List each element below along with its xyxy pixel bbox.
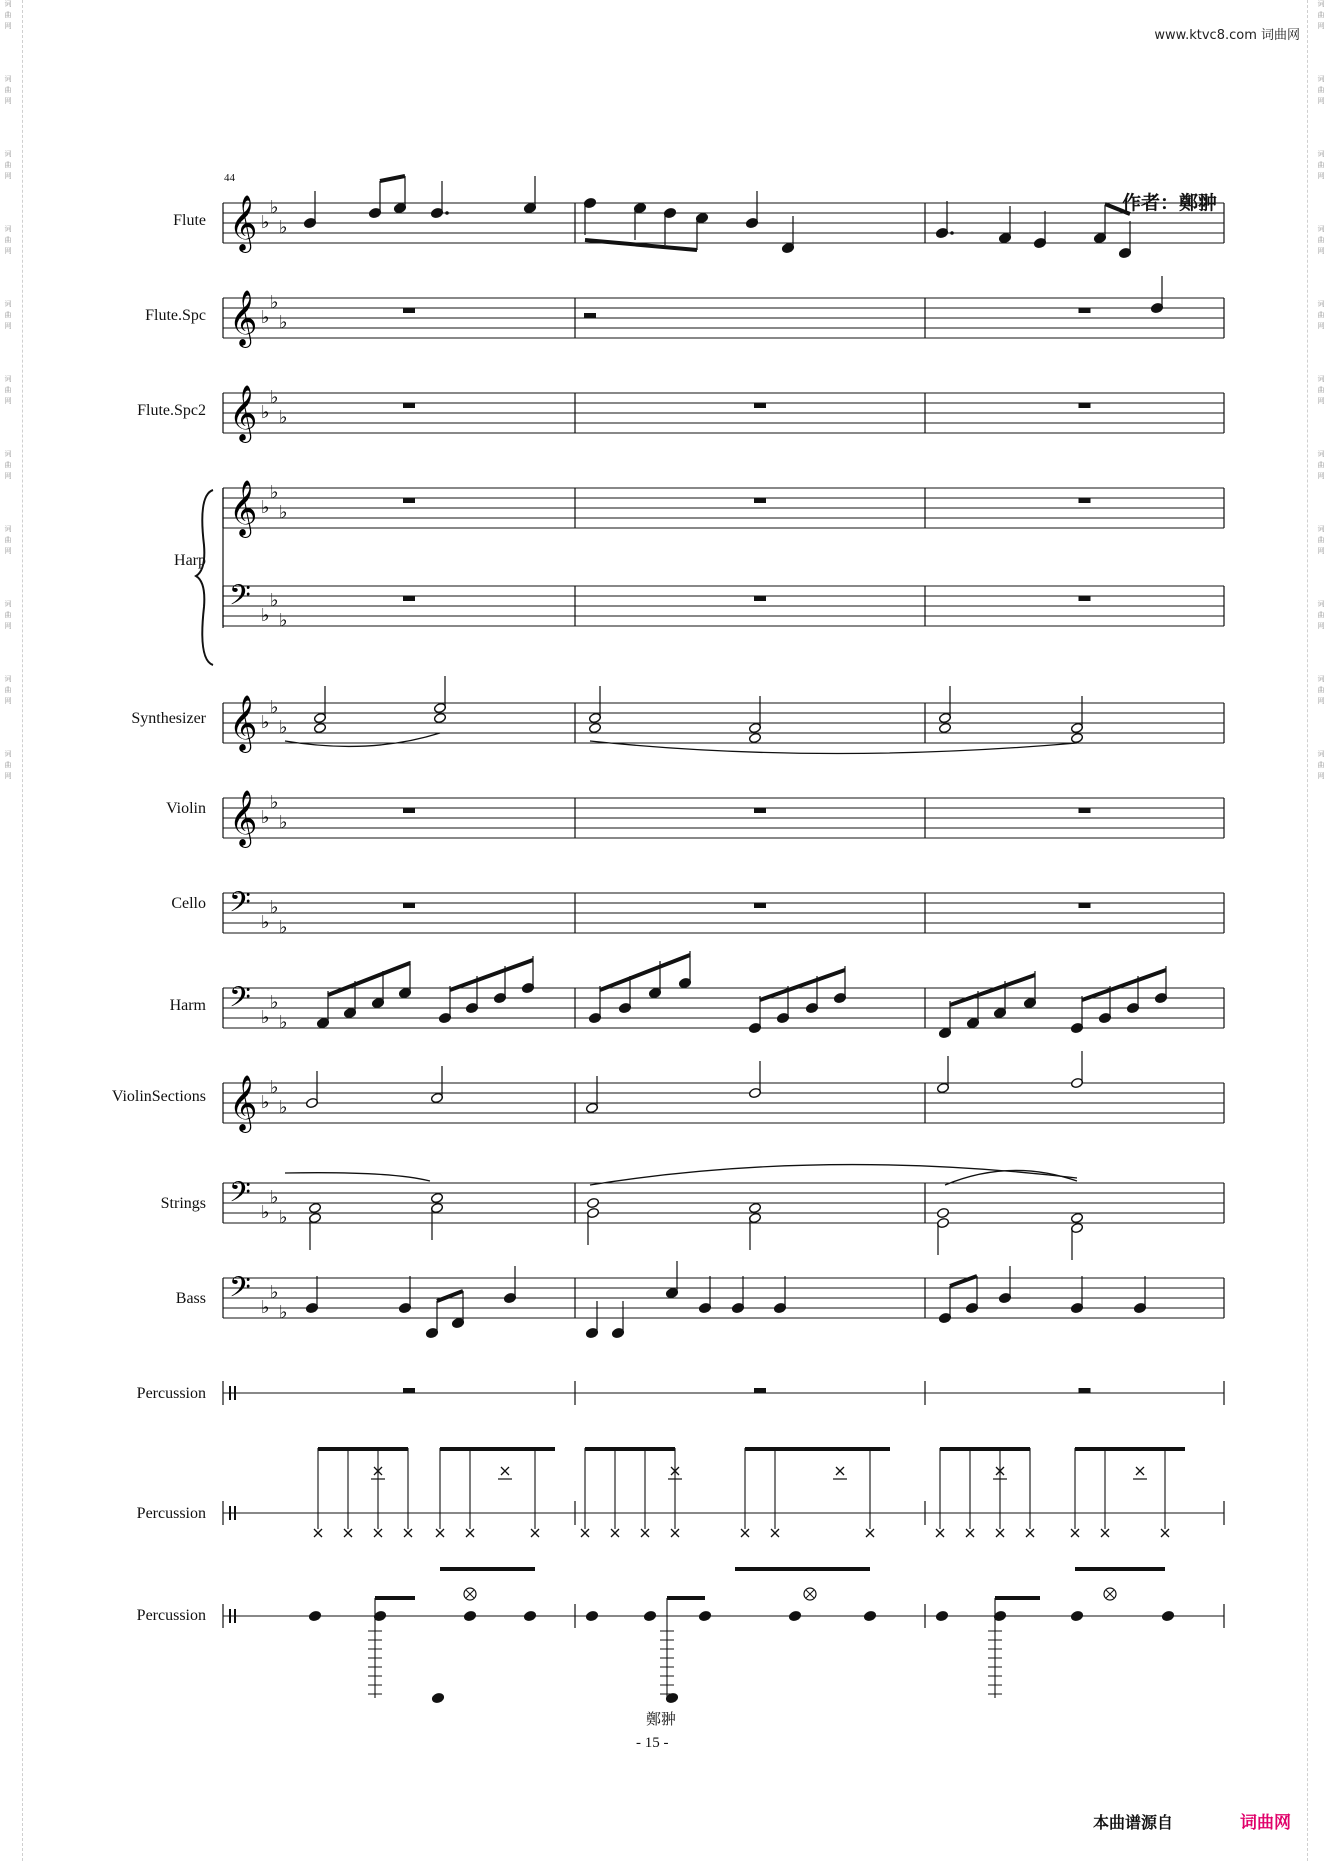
- flat-icon: ♭: [261, 497, 270, 518]
- bass-clef-icon: 𝄢: [229, 886, 251, 926]
- flat-icon: ♭: [270, 992, 279, 1013]
- flat-icon: ♭: [261, 912, 270, 933]
- note-head: [431, 1692, 444, 1703]
- whole-rest: [1079, 808, 1091, 813]
- composer-name: 鄭翀: [646, 1712, 677, 1728]
- instrument-label-percussion-3: Percussion: [136, 1607, 206, 1624]
- instrument-label-strings: Strings: [160, 1195, 206, 1212]
- instrument-label-cello: Cello: [171, 895, 206, 912]
- percussion-clef-icon: [234, 1506, 236, 1520]
- whole-rest: [754, 1388, 766, 1393]
- site-url-header: www.ktvc8.com 词曲网: [1154, 28, 1300, 43]
- note-head: [1070, 1212, 1083, 1223]
- percussion-clef-icon: [229, 1386, 231, 1400]
- note-head: [313, 722, 326, 733]
- note-head: [463, 1610, 476, 1621]
- flat-icon: ♭: [270, 792, 279, 813]
- treble-clef-icon: 𝄞: [229, 695, 258, 751]
- author-credit: 作者：鄭翀: [1122, 192, 1218, 214]
- note-beam: [950, 975, 1035, 1005]
- flat-icon: ♭: [279, 502, 288, 523]
- note-head: [585, 1610, 598, 1621]
- whole-rest: [403, 903, 415, 908]
- note-beam: [380, 176, 405, 181]
- whole-rest: [754, 403, 766, 408]
- whole-rest: [403, 808, 415, 813]
- whole-rest: [754, 808, 766, 813]
- percussion-clef-icon: [234, 1386, 236, 1400]
- treble-clef-icon: 𝄞: [229, 385, 258, 441]
- flat-icon: ♭: [261, 605, 270, 626]
- slur-curve: [590, 1165, 1077, 1185]
- right-watermark-column: 词 曲 网 词 曲 网 词 曲 网 词 曲 网 词 曲 网 词 曲 网 词 曲 网 词 曲 网 词 曲 网 词 曲 网 词 曲 网: [1317, 0, 1325, 780]
- whole-rest: [403, 308, 415, 313]
- instrument-label-flute-spc2: Flute.Spc2: [137, 402, 206, 419]
- flat-icon: ♭: [279, 610, 288, 631]
- flat-icon: ♭: [270, 1077, 279, 1098]
- instrument-label-harp: Harp: [174, 552, 206, 569]
- treble-clef-icon: 𝄞: [229, 790, 258, 846]
- note-head: [430, 1192, 443, 1203]
- flat-icon: ♭: [261, 1007, 270, 1028]
- note-head: [936, 1207, 949, 1218]
- note-beam: [1082, 970, 1166, 1000]
- whole-rest: [1079, 308, 1091, 313]
- note-head: [938, 722, 951, 733]
- bass-clef-icon: 𝄢: [229, 981, 251, 1021]
- flat-icon: ♭: [270, 697, 279, 718]
- flat-icon: ♭: [261, 1202, 270, 1223]
- page-number: - 15 -: [636, 1735, 669, 1751]
- instrument-label-flute: Flute: [173, 212, 206, 229]
- flat-icon: ♭: [279, 917, 288, 938]
- note-head: [748, 732, 761, 743]
- note-head: [588, 722, 601, 733]
- flat-icon: ♭: [279, 407, 288, 428]
- tie-curve: [285, 733, 440, 746]
- whole-rest: [1079, 498, 1091, 503]
- treble-clef-icon: 𝄞: [229, 290, 258, 346]
- note-head: [1161, 1610, 1174, 1621]
- flat-icon: ♭: [270, 292, 279, 313]
- instrument-label-percussion-1: Percussion: [136, 1385, 206, 1402]
- note-head: [523, 1610, 536, 1621]
- flat-icon: ♭: [279, 1207, 288, 1228]
- flat-icon: ♭: [270, 387, 279, 408]
- flat-icon: ♭: [279, 717, 288, 738]
- dot: [445, 211, 449, 215]
- whole-rest: [1079, 403, 1091, 408]
- note-head: [935, 1610, 948, 1621]
- note-head: [643, 1610, 656, 1621]
- note-head: [748, 1202, 761, 1213]
- instrument-label-violin: Violin: [166, 800, 206, 817]
- flat-icon: ♭: [270, 1282, 279, 1303]
- whole-rest: [754, 903, 766, 908]
- note-head: [1070, 1610, 1083, 1621]
- flat-icon: ♭: [261, 402, 270, 423]
- whole-rest: [403, 403, 415, 408]
- dot: [585, 314, 589, 318]
- dot: [950, 231, 954, 235]
- flat-icon: ♭: [261, 1297, 270, 1318]
- whole-rest: [754, 596, 766, 601]
- instrument-label-harm: Harm: [169, 997, 206, 1014]
- flat-icon: ♭: [270, 590, 279, 611]
- note-beam: [760, 970, 845, 1000]
- note-beam: [328, 963, 410, 995]
- flat-icon: ♭: [270, 897, 279, 918]
- whole-rest: [1079, 596, 1091, 601]
- note-beam: [450, 960, 533, 990]
- instrument-label-bass: Bass: [175, 1290, 206, 1307]
- bass-clef-icon: 𝄢: [229, 579, 251, 619]
- note-head: [788, 1610, 801, 1621]
- brand-logo-text: 词曲网: [1240, 1813, 1291, 1833]
- flat-icon: ♭: [261, 712, 270, 733]
- source-label: 本曲谱源自: [1093, 1813, 1174, 1832]
- flat-icon: ♭: [279, 217, 288, 238]
- treble-clef-icon: 𝄞: [229, 480, 258, 536]
- note-head: [1070, 732, 1083, 743]
- bass-clef-icon: 𝄢: [229, 1271, 251, 1311]
- note-beam: [437, 1291, 463, 1301]
- flat-icon: ♭: [261, 807, 270, 828]
- flat-icon: ♭: [270, 482, 279, 503]
- flat-icon: ♭: [261, 1092, 270, 1113]
- instrument-label-synthesizer: Synthesizer: [131, 710, 206, 727]
- whole-rest: [403, 1388, 415, 1393]
- left-watermark-column: 词 曲 网 词 曲 网 词 曲 网 词 曲 网 词 曲 网 词 曲 网 词 曲 网 词 曲 网 词 曲 网 词 曲 网 词 曲 网: [4, 0, 12, 780]
- percussion-clef-icon: [229, 1506, 231, 1520]
- whole-rest: [754, 498, 766, 503]
- note-head: [433, 712, 446, 723]
- note-head: [586, 1197, 599, 1208]
- instrument-label-violin-sections: ViolinSections: [111, 1088, 206, 1105]
- percussion-clef-icon: [229, 1609, 231, 1623]
- flat-icon: ♭: [261, 212, 270, 233]
- treble-clef-icon: 𝄞: [229, 195, 258, 251]
- note-head: [308, 1202, 321, 1213]
- harp-brace: [196, 490, 213, 665]
- flat-icon: ♭: [279, 1302, 288, 1323]
- flat-icon: ♭: [261, 307, 270, 328]
- flat-icon: ♭: [270, 197, 279, 218]
- whole-rest: [403, 596, 415, 601]
- flat-icon: ♭: [279, 1012, 288, 1033]
- slur-curve: [285, 1173, 430, 1181]
- whole-rest: [1079, 1388, 1091, 1393]
- note-head: [863, 1610, 876, 1621]
- flat-icon: ♭: [270, 1187, 279, 1208]
- flat-icon: ♭: [279, 1097, 288, 1118]
- bass-clef-icon: 𝄢: [229, 1176, 251, 1216]
- treble-clef-icon: 𝄞: [229, 1075, 258, 1131]
- flat-icon: ♭: [279, 312, 288, 333]
- instrument-label-flute-spc: Flute.Spc: [145, 307, 206, 324]
- whole-rest: [403, 498, 415, 503]
- note-beam: [585, 240, 697, 250]
- percussion-clef-icon: [234, 1609, 236, 1623]
- note-head: [698, 1610, 711, 1621]
- flat-icon: ♭: [279, 812, 288, 833]
- measure-number: 44: [224, 172, 235, 184]
- instrument-label-percussion-2: Percussion: [136, 1505, 206, 1522]
- whole-rest: [1079, 903, 1091, 908]
- note-head: [308, 1610, 321, 1621]
- note-beam: [600, 955, 690, 990]
